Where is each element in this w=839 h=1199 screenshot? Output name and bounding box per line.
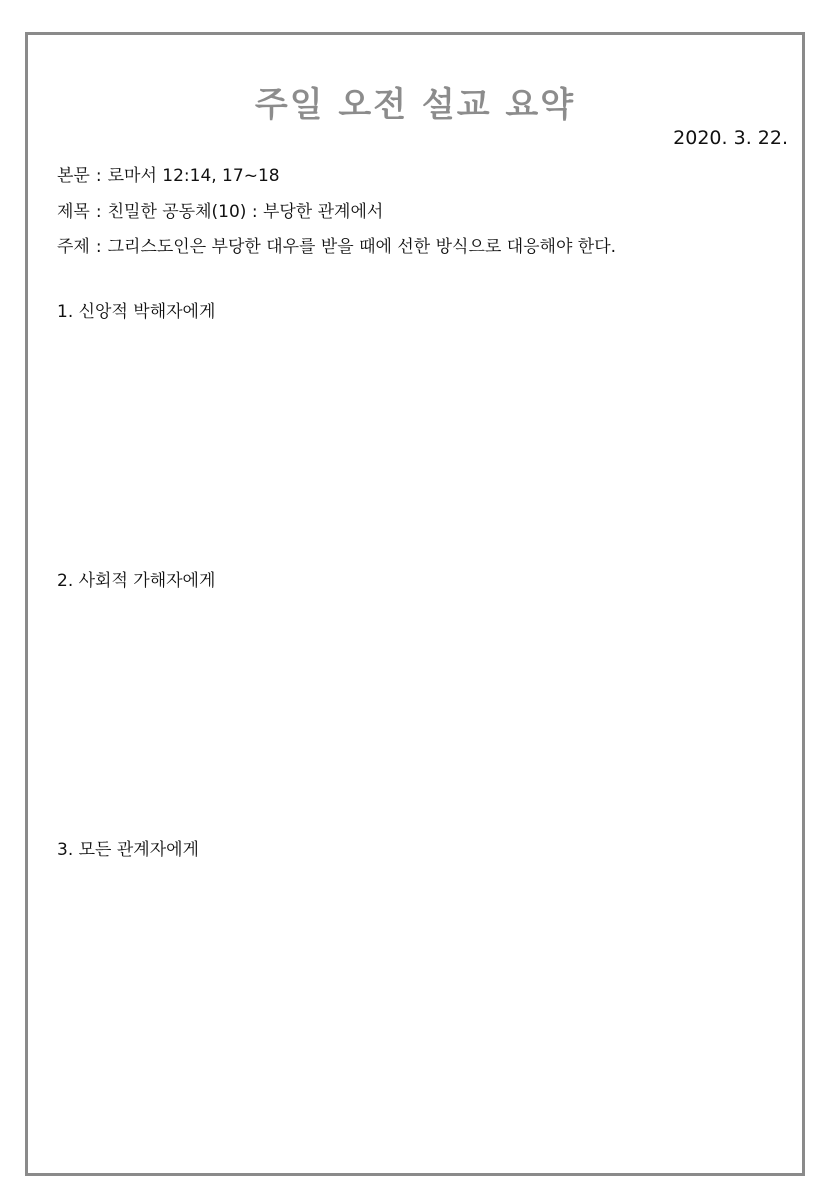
sermon-title-line (57, 197, 383, 222)
theme-line (57, 232, 616, 257)
page-frame (25, 32, 805, 1176)
section-heading-3: 3. 모든 관계자에게 (57, 840, 199, 860)
sermon-title-label: 제목 (57, 202, 90, 222)
separator: : (95, 202, 102, 222)
section-heading-2: 2. 사회적 가해자에게 (57, 571, 216, 591)
date: 2020. 3. 22. (673, 127, 788, 149)
scripture-label: 본문 (57, 166, 90, 186)
scripture-line (57, 161, 280, 186)
sermon-title-value: 친밀한 공동체(10) : 부당한 관계에서 (107, 202, 384, 222)
section-heading-1: 1. 신앙적 박해자에게 (57, 302, 216, 322)
page-title: 주일 오전 설교 요약 (254, 85, 576, 125)
theme-value: 그리스도인은 부당한 대우를 받을 때에 선한 방식으로 대응해야 한다. (107, 237, 617, 257)
scripture-value: 로마서 12:14, 17~18 (107, 166, 280, 186)
separator: : (95, 237, 102, 257)
theme-label: 주제 (57, 237, 90, 257)
separator: : (95, 166, 102, 186)
